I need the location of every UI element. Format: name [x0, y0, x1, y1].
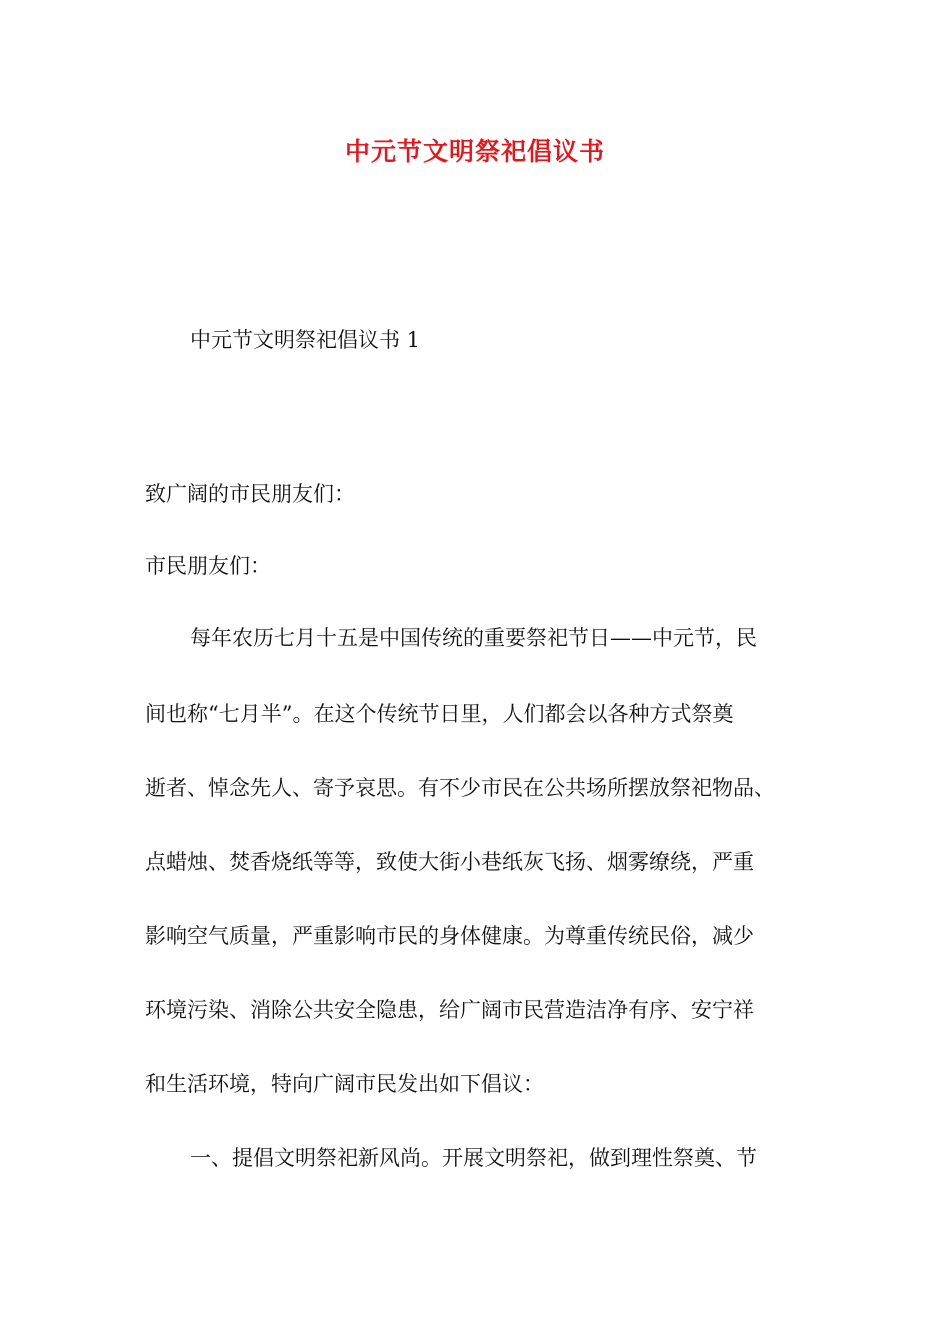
greeting-line: 市民朋友们：: [145, 554, 271, 578]
paragraph-line: 环境污染、消除公共安全隐患，给广阔市民营造洁净有序、安宁祥: [145, 998, 754, 1022]
paragraph-line: 影响空气质量，严重影响市民的身体健康。为尊重传统民俗，减少: [145, 924, 754, 948]
document-subtitle: 中元节文明祭祀倡议书 1: [190, 328, 421, 352]
document-title: 中元节文明祭祀倡议书: [344, 137, 605, 166]
paragraph-line: 点蜡烛、焚香烧纸等等，致使大街小巷纸灰飞扬、烟雾缭绕，严重: [145, 850, 754, 874]
paragraph-line: 每年农历七月十五是中国传统的重要祭祀节日——中元节，民: [190, 626, 757, 650]
salutation-line: 致广阔的市民朋友们：: [145, 482, 355, 506]
paragraph-line: 间也称“七月半”。在这个传统节日里，人们都会以各种方式祭奠: [145, 702, 734, 726]
paragraph-line: 和生活环境，特向广阔市民发出如下倡议：: [145, 1072, 544, 1096]
paragraph-line: 逝者、悼念先人、寄予哀思。有不少市民在公共场所摆放祭祀物品、: [145, 776, 775, 800]
paragraph-line: 一、提倡文明祭祀新风尚。开展文明祭祀，做到理性祭奠、节: [190, 1146, 757, 1170]
